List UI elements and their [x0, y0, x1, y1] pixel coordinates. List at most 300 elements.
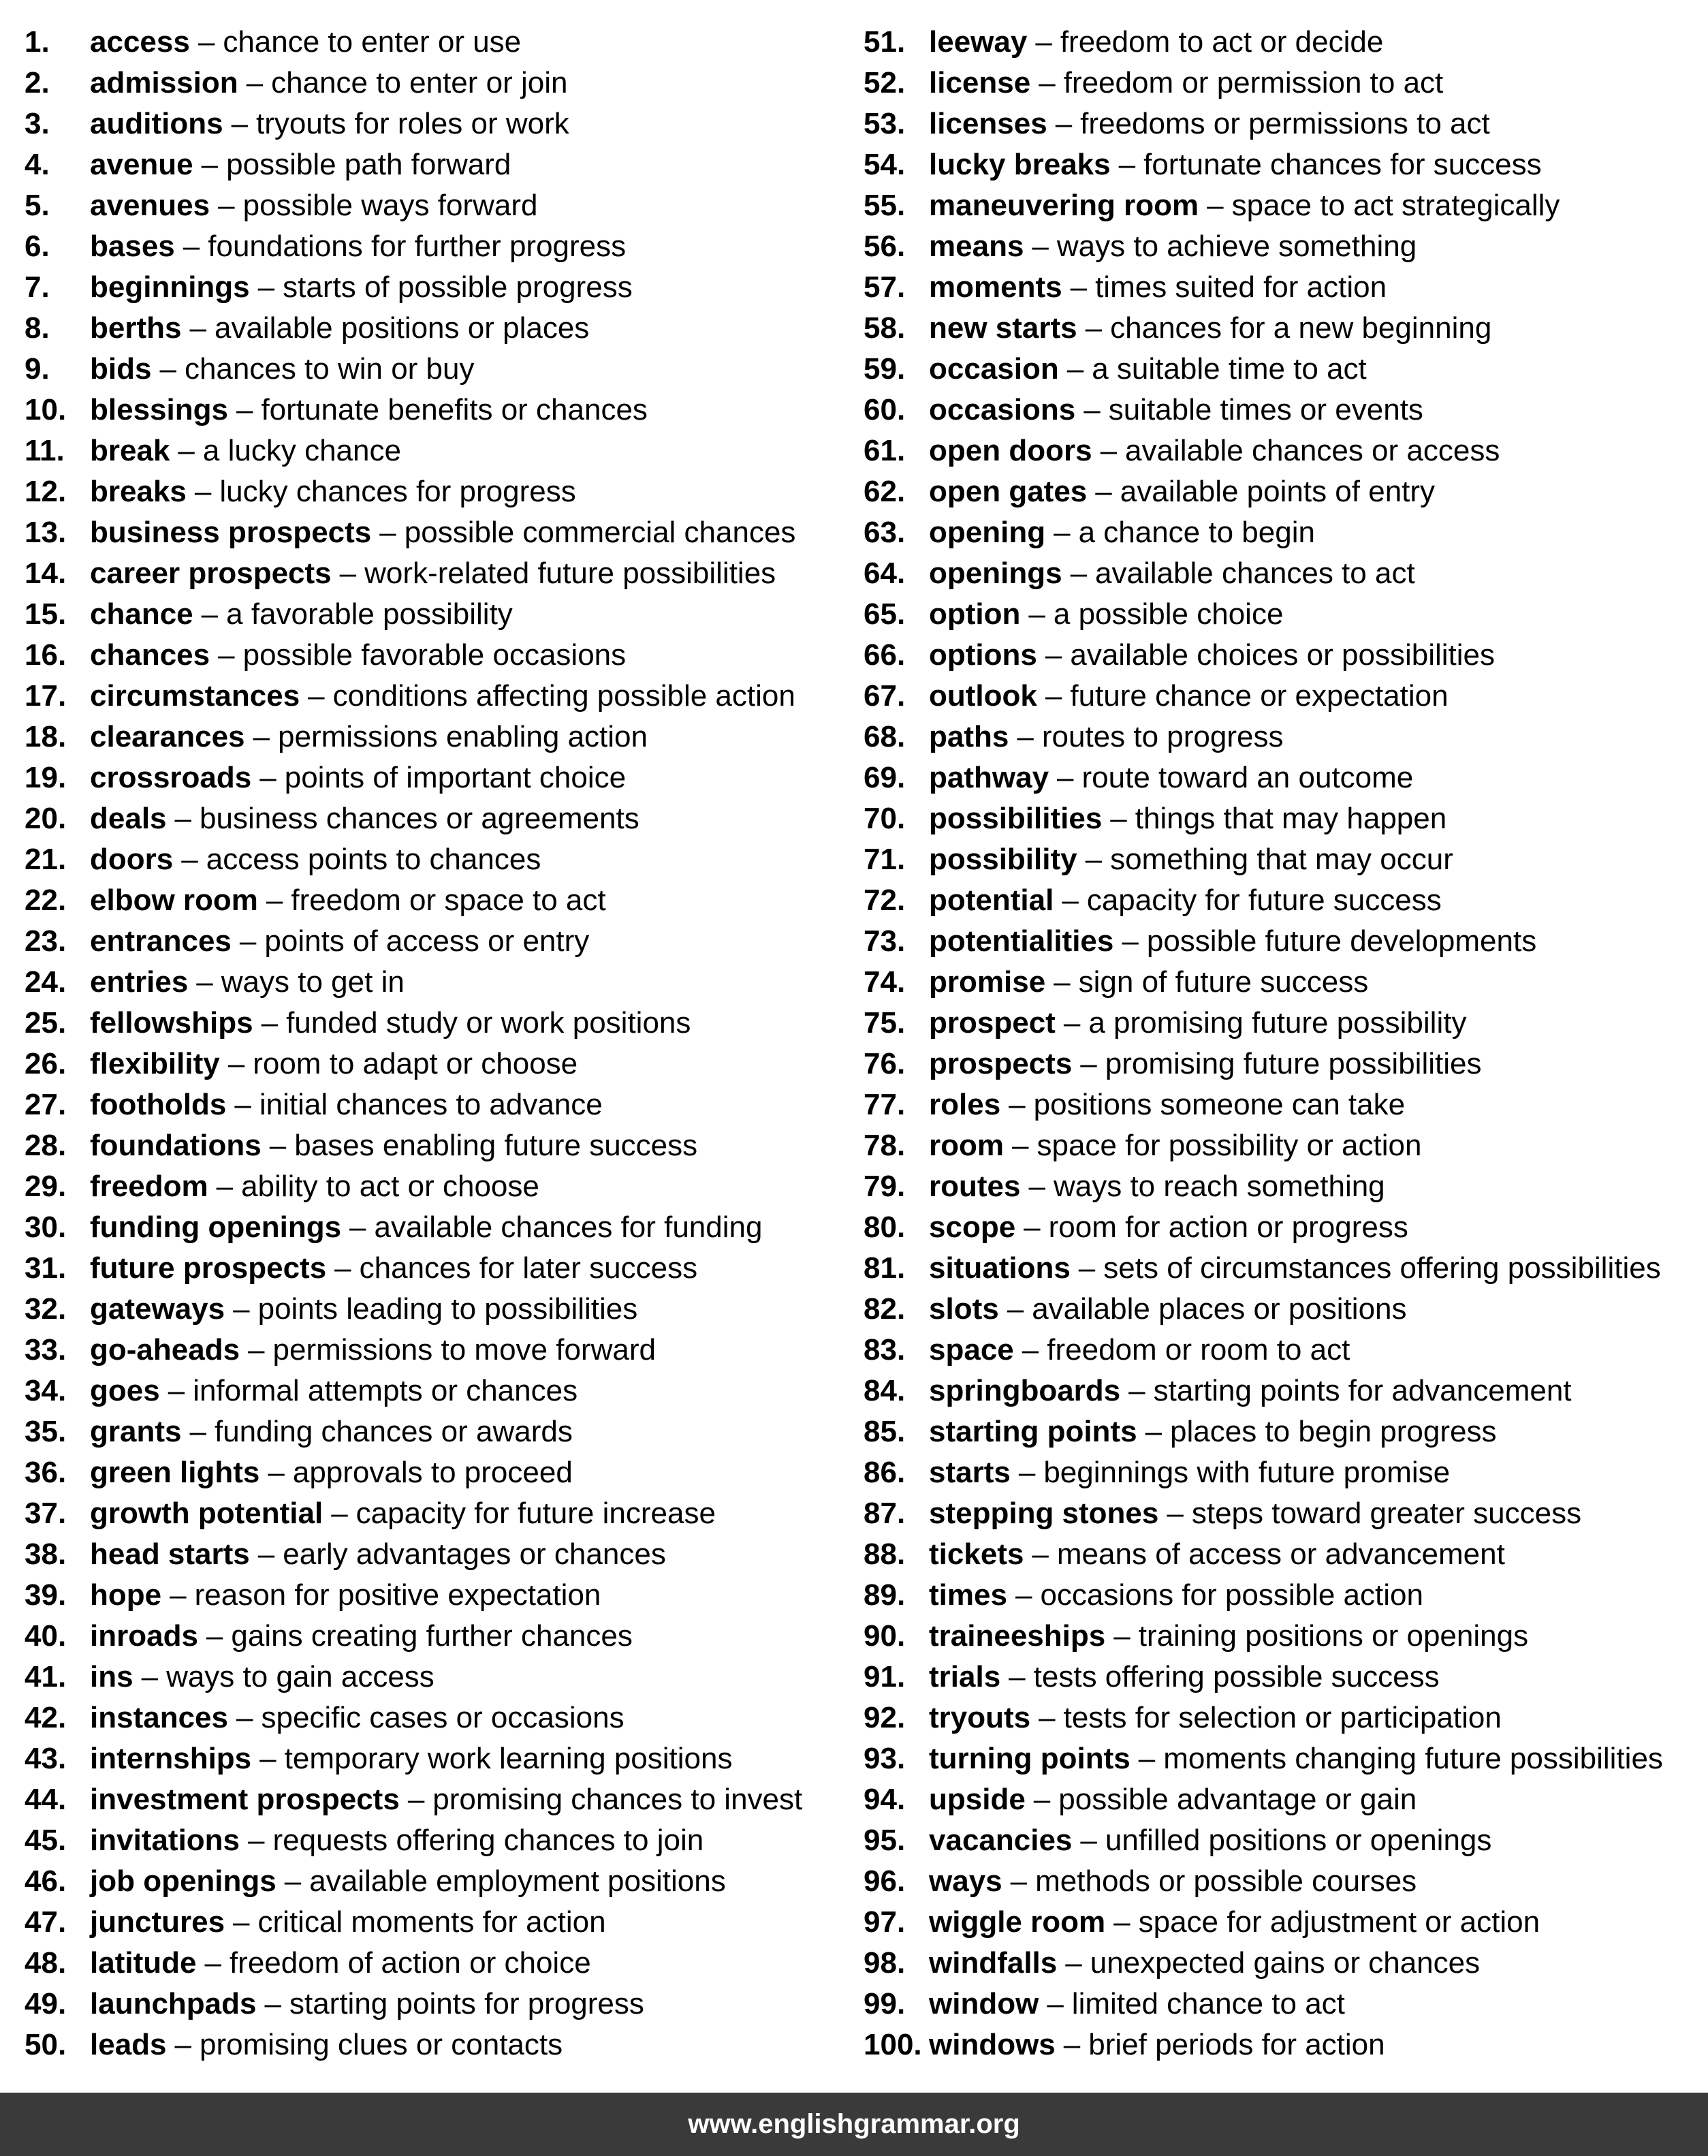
item-number: 38. [25, 1537, 67, 1571]
item-number: 52. [864, 66, 906, 99]
item-definition: things that may happen [1135, 802, 1447, 835]
list-item [25, 1779, 802, 1820]
item-word: avenues [90, 189, 210, 222]
item-definition: future chance or expectation [1070, 679, 1449, 713]
item-word: junctures [90, 1905, 225, 1939]
item-number: 99. [864, 1987, 906, 2020]
item-separator: – [1095, 475, 1112, 508]
list-item [864, 349, 1663, 390]
item-definition: lucky chances for progress [219, 475, 576, 508]
item-separator: – [1080, 1047, 1097, 1080]
item-word: leeway [929, 25, 1028, 59]
item-definition: occasions for possible action [1040, 1578, 1423, 1612]
item-number: 6. [25, 230, 50, 263]
item-separator: – [248, 1824, 265, 1857]
list-item [864, 512, 1663, 553]
item-word: berths [90, 311, 182, 345]
item-definition: approvals to proceed [292, 1456, 573, 1489]
item-definition: chance to enter or use [223, 25, 522, 59]
list-item [864, 717, 1663, 757]
list-item [25, 471, 802, 512]
item-number: 90. [864, 1619, 906, 1653]
item-definition: promising chances to invest [432, 1783, 803, 1816]
list-item [25, 63, 802, 104]
list-item [864, 839, 1663, 880]
item-separator: – [1035, 25, 1052, 59]
item-definition: training positions or openings [1138, 1619, 1529, 1653]
item-separator: – [218, 189, 235, 222]
item-definition: unfilled positions or openings [1105, 1824, 1492, 1857]
item-word: instances [90, 1701, 228, 1734]
item-definition: suitable times or events [1108, 393, 1423, 426]
item-word: options [929, 638, 1037, 672]
item-word: entrances [90, 924, 232, 958]
item-word: outlook [929, 679, 1037, 713]
item-separator: – [268, 1456, 285, 1489]
item-definition: chance to enter or join [271, 66, 568, 99]
item-word: lucky breaks [929, 148, 1111, 181]
item-word: blessings [90, 393, 228, 426]
item-separator: – [168, 1374, 185, 1407]
item-number: 47. [25, 1905, 67, 1939]
item-definition: bases enabling future success [294, 1129, 698, 1162]
item-definition: permissions enabling action [278, 720, 648, 753]
item-separator: – [1015, 1578, 1032, 1612]
item-number: 50. [25, 2028, 67, 2061]
item-separator: – [239, 924, 257, 958]
list-item [864, 594, 1663, 635]
item-definition: initial chances to advance [259, 1088, 603, 1121]
item-word: fellowships [90, 1006, 253, 1040]
item-definition: possible advantage or gain [1058, 1783, 1417, 1816]
item-number: 53. [864, 107, 906, 140]
item-word: head starts [90, 1537, 250, 1571]
list-item [25, 1902, 802, 1943]
item-definition: room to adapt or choose [253, 1047, 578, 1080]
item-definition: possible path forward [226, 148, 511, 181]
item-word: openings [929, 557, 1062, 590]
list-item [864, 390, 1663, 431]
item-word: tryouts [929, 1701, 1031, 1734]
list-item [25, 839, 802, 880]
item-word: paths [929, 720, 1009, 753]
item-number: 41. [25, 1660, 67, 1693]
item-word: maneuvering room [929, 189, 1199, 222]
list-item [864, 22, 1663, 63]
item-word: license [929, 66, 1031, 99]
item-separator: – [231, 107, 249, 140]
item-word: gateways [90, 1292, 225, 1326]
item-number: 19. [25, 761, 67, 794]
item-number: 37. [25, 1497, 67, 1530]
item-separator: – [1032, 1537, 1049, 1571]
item-word: deals [90, 802, 167, 835]
item-number: 36. [25, 1456, 67, 1489]
item-definition: requests offering chances to join [272, 1824, 704, 1857]
item-number: 9. [25, 352, 50, 386]
item-separator: – [284, 1864, 302, 1898]
item-word: funding openings [90, 1210, 342, 1244]
item-word: starting points [929, 1415, 1137, 1448]
list-item [25, 1371, 802, 1411]
item-number: 96. [864, 1864, 906, 1898]
list-item [25, 185, 802, 226]
item-definition: available positions or places [214, 311, 590, 345]
item-number: 62. [864, 475, 906, 508]
list-item [864, 1779, 1663, 1820]
item-word: green lights [90, 1456, 260, 1489]
item-word: launchpads [90, 1987, 257, 2020]
item-definition: route toward an outcome [1081, 761, 1414, 794]
list-item [864, 2025, 1663, 2065]
list-item [864, 1902, 1663, 1943]
item-definition: means of access or advancement [1056, 1537, 1505, 1571]
list-item [25, 553, 802, 594]
item-number: 91. [864, 1660, 906, 1693]
item-number: 65. [864, 597, 906, 631]
left-column [25, 22, 802, 2065]
item-word: chance [90, 597, 193, 631]
item-separator: – [189, 311, 206, 345]
item-separator: – [1028, 597, 1045, 631]
item-separator: – [189, 1415, 206, 1448]
item-separator: – [1110, 802, 1127, 835]
item-word: crossroads [90, 761, 252, 794]
item-separator: – [1054, 965, 1071, 999]
item-separator: – [1113, 1619, 1130, 1653]
item-number: 63. [864, 516, 906, 549]
item-number: 68. [864, 720, 906, 753]
list-item [864, 1616, 1663, 1657]
item-word: entries [90, 965, 189, 999]
item-word: open doors [929, 434, 1092, 467]
item-word: avenue [90, 148, 193, 181]
item-separator: – [1063, 2028, 1081, 2061]
item-definition: chances for later success [359, 1251, 698, 1285]
item-word: future prospects [90, 1251, 327, 1285]
list-item [864, 1125, 1663, 1166]
list-item [864, 1371, 1663, 1411]
item-definition: sets of circumstances offering possibilities [1103, 1251, 1661, 1285]
item-word: ins [90, 1660, 133, 1693]
item-number: 45. [25, 1824, 67, 1857]
list-item [25, 1493, 802, 1534]
item-definition: ways to get in [221, 965, 405, 999]
item-definition: chances to win or buy [184, 352, 475, 386]
list-item [25, 1330, 802, 1371]
item-word: internships [90, 1742, 252, 1775]
item-separator: – [1128, 1374, 1145, 1407]
item-number: 95. [864, 1824, 906, 1857]
list-item [25, 880, 802, 921]
list-item [25, 1616, 802, 1657]
item-definition: available chances for funding [374, 1210, 763, 1244]
list-item [864, 553, 1663, 594]
item-word: windfalls [929, 1946, 1058, 1980]
item-number: 35. [25, 1415, 67, 1448]
item-definition: access points to chances [206, 843, 541, 876]
item-definition: a promising future possibility [1088, 1006, 1467, 1040]
item-definition: gains creating further chances [231, 1619, 633, 1653]
item-separator: – [261, 1006, 279, 1040]
item-word: bids [90, 352, 152, 386]
item-word: stepping stones [929, 1497, 1159, 1530]
list-item [25, 798, 802, 839]
item-word: goes [90, 1374, 160, 1407]
list-item [864, 921, 1663, 962]
item-number: 24. [25, 965, 67, 999]
item-number: 29. [25, 1170, 67, 1203]
list-item [25, 226, 802, 267]
item-number: 75. [864, 1006, 906, 1040]
item-word: chances [90, 638, 210, 672]
item-definition: freedom or space to act [291, 884, 606, 917]
item-separator: – [1010, 1864, 1028, 1898]
item-definition: permissions to move forward [272, 1333, 656, 1366]
item-number: 31. [25, 1251, 67, 1285]
item-definition: informal attempts or chances [193, 1374, 578, 1407]
list-item [25, 1125, 802, 1166]
list-item [25, 1084, 802, 1125]
item-separator: – [1039, 66, 1056, 99]
item-separator: – [201, 597, 219, 631]
item-separator: – [1047, 1987, 1064, 2020]
item-separator: – [236, 1701, 253, 1734]
item-definition: starts of possible progress [283, 270, 633, 304]
list-item [864, 1738, 1663, 1779]
item-word: new starts [929, 311, 1077, 345]
item-number: 39. [25, 1578, 67, 1612]
list-item [864, 1820, 1663, 1861]
item-number: 8. [25, 311, 50, 345]
item-number: 11. [25, 434, 65, 467]
item-word: admission [90, 66, 238, 99]
item-separator: – [1033, 1783, 1051, 1816]
item-number: 12. [25, 475, 67, 508]
item-separator: – [1085, 311, 1103, 345]
item-definition: freedom of action or choice [229, 1946, 591, 1980]
item-definition: available points of entry [1120, 475, 1436, 508]
item-number: 3. [25, 107, 50, 140]
item-number: 26. [25, 1047, 67, 1080]
list-item [864, 267, 1663, 308]
item-number: 7. [25, 270, 50, 304]
list-item [864, 431, 1663, 471]
item-separator: – [1045, 638, 1062, 672]
item-word: tickets [929, 1537, 1024, 1571]
item-definition: available chances or access [1125, 434, 1500, 467]
item-number: 80. [864, 1210, 906, 1244]
item-number: 67. [864, 679, 906, 713]
list-item [864, 635, 1663, 676]
item-word: inroads [90, 1619, 198, 1653]
item-word: starts [929, 1456, 1011, 1489]
item-separator: – [1055, 107, 1073, 140]
item-number: 56. [864, 230, 906, 263]
item-definition: points of important choice [284, 761, 627, 794]
item-separator: – [1145, 1415, 1163, 1448]
item-definition: ways to reach something [1053, 1170, 1385, 1203]
item-word: pathway [929, 761, 1049, 794]
footer-bar [0, 2093, 1708, 2156]
item-word: grants [90, 1415, 182, 1448]
item-separator: – [1062, 884, 1079, 917]
item-number: 51. [864, 25, 906, 59]
item-number: 84. [864, 1374, 906, 1407]
item-separator: – [264, 1987, 281, 2020]
item-definition: a chance to begin [1078, 516, 1315, 549]
list-item [25, 1984, 802, 2025]
item-definition: starting points for progress [289, 1987, 644, 2020]
list-item [864, 1289, 1663, 1330]
item-definition: specific cases or occasions [261, 1701, 624, 1734]
item-number: 28. [25, 1129, 67, 1162]
item-word: space [929, 1333, 1014, 1366]
item-word: latitude [90, 1946, 197, 1980]
list-item [25, 1820, 802, 1861]
item-word: circumstances [90, 679, 300, 713]
item-number: 94. [864, 1783, 906, 1816]
item-number: 93. [864, 1742, 906, 1775]
list-item [25, 512, 802, 553]
item-definition: a lucky chance [202, 434, 401, 467]
item-separator: – [1032, 230, 1049, 263]
item-definition: early advantages or chances [283, 1537, 666, 1571]
item-separator: – [183, 230, 200, 263]
item-word: clearances [90, 720, 245, 753]
item-separator: – [259, 1742, 276, 1775]
item-definition: possible commercial chances [404, 516, 796, 549]
item-word: doors [90, 843, 174, 876]
item-number: 81. [864, 1251, 906, 1285]
item-number: 72. [864, 884, 906, 917]
item-number: 92. [864, 1701, 906, 1734]
item-separator: – [206, 1619, 223, 1653]
item-separator: – [227, 1047, 245, 1080]
item-word: scope [929, 1210, 1016, 1244]
item-word: career prospects [90, 557, 332, 590]
item-word: roles [929, 1088, 1001, 1121]
item-number: 87. [864, 1497, 906, 1530]
item-definition: capacity for future increase [355, 1497, 716, 1530]
item-word: promise [929, 965, 1046, 999]
item-separator: – [407, 1783, 425, 1816]
list-item [864, 1657, 1663, 1698]
item-number: 14. [25, 557, 67, 590]
item-separator: – [178, 434, 195, 467]
item-word: beginnings [90, 270, 250, 304]
item-definition: chances for a new beginning [1110, 311, 1492, 345]
item-separator: – [331, 1497, 348, 1530]
list-item [25, 144, 802, 185]
item-word: window [929, 1987, 1039, 2020]
item-separator: – [253, 720, 270, 753]
item-separator: – [174, 802, 191, 835]
list-item [864, 63, 1663, 104]
item-number: 4. [25, 148, 50, 181]
item-definition: a possible choice [1053, 597, 1284, 631]
item-word: possibilities [929, 802, 1103, 835]
item-definition: tryouts for roles or work [256, 107, 569, 140]
item-definition: fortunate benefits or chances [261, 393, 648, 426]
list-item [25, 308, 802, 349]
list-item [25, 1738, 802, 1779]
item-separator: – [266, 884, 283, 917]
item-number: 59. [864, 352, 906, 386]
item-separator: – [197, 25, 215, 59]
item-number: 17. [25, 679, 67, 713]
list-item [864, 1411, 1663, 1452]
item-number: 34. [25, 1374, 67, 1407]
item-separator: – [259, 761, 276, 794]
item-number: 15. [25, 597, 67, 631]
list-item [864, 1330, 1663, 1371]
list-item [864, 1044, 1663, 1084]
item-definition: ways to gain access [166, 1660, 434, 1693]
item-word: springboards [929, 1374, 1121, 1407]
item-number: 54. [864, 148, 906, 181]
item-number: 33. [25, 1333, 67, 1366]
list-item [864, 1452, 1663, 1493]
item-separator: – [170, 1578, 187, 1612]
item-number: 66. [864, 638, 906, 672]
item-number: 89. [864, 1578, 906, 1612]
item-separator: – [174, 2028, 191, 2061]
item-definition: freedom or permission to act [1063, 66, 1444, 99]
item-separator: – [349, 1210, 366, 1244]
item-definition: available chances to act [1095, 557, 1415, 590]
item-definition: possible future developments [1146, 924, 1537, 958]
item-definition: freedom to act or decide [1060, 25, 1384, 59]
item-separator: – [1085, 843, 1103, 876]
item-word: growth potential [90, 1497, 323, 1530]
list-item [864, 1575, 1663, 1616]
item-number: 46. [25, 1864, 67, 1898]
list-item [25, 1207, 802, 1248]
item-definition: business chances or agreements [200, 802, 639, 835]
item-number: 49. [25, 1987, 67, 2020]
item-definition: methods or possible courses [1035, 1864, 1417, 1898]
item-definition: conditions affecting possible action [332, 679, 795, 713]
item-number: 18. [25, 720, 67, 753]
item-definition: freedom or room to act [1047, 1333, 1350, 1366]
item-number: 98. [864, 1946, 906, 1980]
item-definition: routes to progress [1041, 720, 1284, 753]
item-definition: space for possibility or action [1037, 1129, 1422, 1162]
item-definition: fortunate chances for success [1143, 148, 1542, 181]
item-separator: – [181, 843, 198, 876]
item-word: possibility [929, 843, 1077, 876]
item-word: freedom [90, 1170, 208, 1203]
item-definition: room for action or progress [1048, 1210, 1408, 1244]
item-word: invitations [90, 1824, 240, 1857]
list-item [25, 594, 802, 635]
item-word: flexibility [90, 1047, 220, 1080]
item-number: 83. [864, 1333, 906, 1366]
item-number: 58. [864, 311, 906, 345]
item-word: leads [90, 2028, 167, 2061]
item-number: 22. [25, 884, 67, 917]
item-separator: – [1167, 1497, 1184, 1530]
item-number: 40. [25, 1619, 67, 1653]
item-separator: – [194, 475, 212, 508]
list-item [25, 431, 802, 471]
list-item [864, 1207, 1663, 1248]
item-separator: – [201, 148, 219, 181]
list-item [864, 1861, 1663, 1902]
item-number: 70. [864, 802, 906, 835]
list-item [25, 1943, 802, 1984]
